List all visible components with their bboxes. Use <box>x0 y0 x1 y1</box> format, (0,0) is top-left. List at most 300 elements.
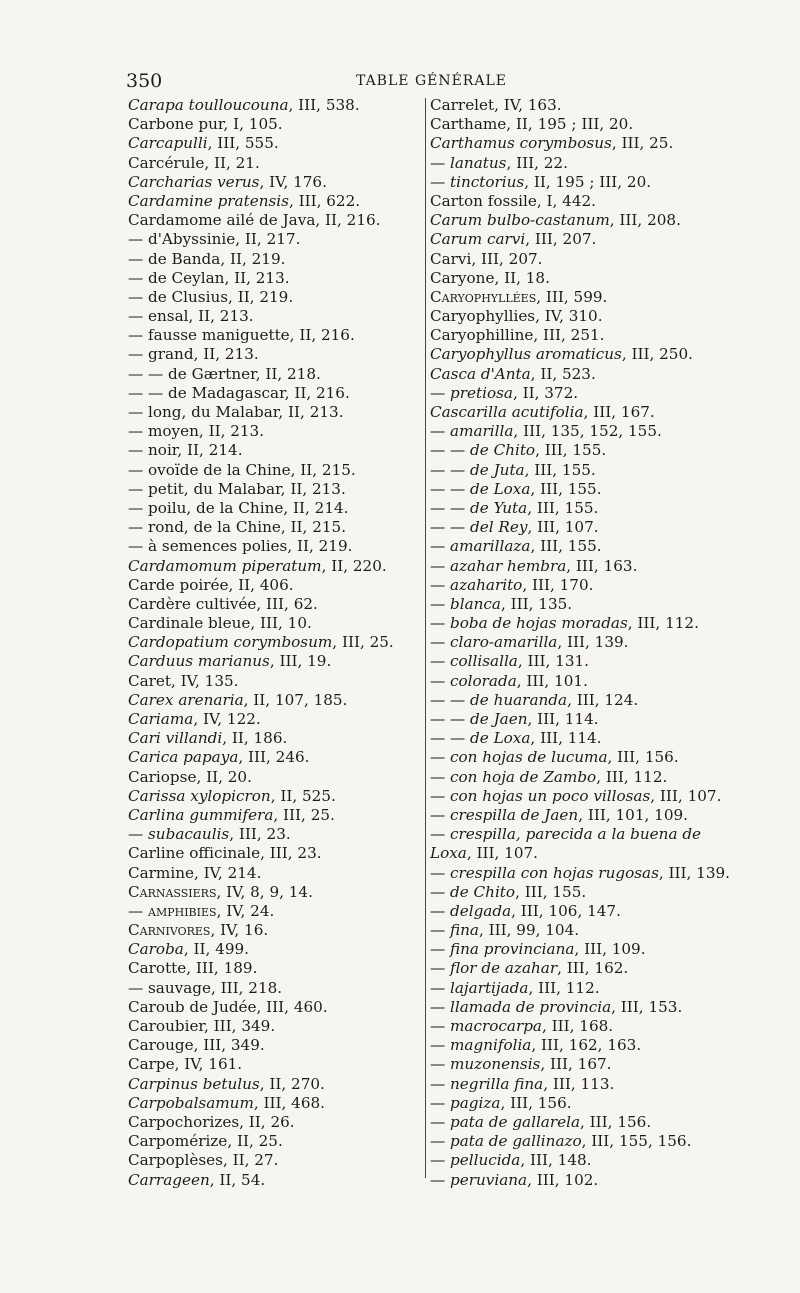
index-entry <box>128 1017 413 1036</box>
index-entry <box>128 1055 413 1074</box>
entry-name: — amarilla <box>430 422 514 441</box>
entry-name: — pellucida <box>430 1151 521 1170</box>
entry-reference: , II, 214. <box>177 441 243 460</box>
entry-name: — grand <box>128 345 194 364</box>
entry-name: — delgada <box>430 901 512 920</box>
entry-name: Carica papaya <box>128 748 239 767</box>
entry-reference: , II, 21. <box>204 153 260 172</box>
entry-reference: , II, 54. <box>209 1170 266 1189</box>
index-entry <box>128 1075 413 1094</box>
index-entry <box>430 902 730 921</box>
entry-reference: , III, 156. <box>500 1093 572 1112</box>
index-entry <box>128 307 413 326</box>
entry-reference: , III, 109. <box>574 940 646 959</box>
entry-reference: , II, 216. <box>315 211 381 230</box>
entry-reference: , II, 213. <box>224 268 290 287</box>
entry-reference: , III, 156. <box>607 748 679 767</box>
entry-reference: , II, 186. <box>222 729 288 748</box>
entry-name: — amphibies <box>128 901 217 920</box>
index-entry <box>430 748 730 767</box>
index-entry <box>128 499 413 518</box>
entry-name: Carouge <box>128 1036 194 1055</box>
entry-name: — claro-amarilla <box>430 633 558 652</box>
entry-reference: , II, 107, 185. <box>243 690 348 709</box>
entry-reference: , III, 155. <box>535 441 607 460</box>
index-entry <box>128 940 413 959</box>
entry-name: Carduus marianus <box>128 652 270 671</box>
index-entry <box>128 154 413 173</box>
entry-name: Carpomérize <box>128 1132 228 1151</box>
entry-name: Carum bulbo-castanum <box>430 211 610 230</box>
entry-name: Carton fossile <box>430 191 537 210</box>
index-entry <box>128 729 413 748</box>
entry-name: — — de Yuta <box>430 498 528 517</box>
entry-name: — long, du Malabar <box>128 403 279 421</box>
index-entry <box>430 326 730 345</box>
index-entry <box>430 230 730 249</box>
index-entry <box>430 1075 730 1094</box>
index-entry <box>128 864 413 883</box>
entry-name: Carpobalsamum <box>128 1093 254 1112</box>
entry-reference: , IV, 24. <box>216 901 275 920</box>
entry-name: Carcérule <box>128 153 205 172</box>
entry-name: — — de huaranda <box>430 690 568 709</box>
entry-name: Caroub de Judée <box>128 997 257 1016</box>
entry-name: Carde poirée <box>128 575 229 594</box>
entry-name: Carmine <box>128 863 194 882</box>
running-title: TABLE GÉNÉRALE <box>356 73 507 89</box>
index-entry <box>128 748 413 767</box>
index-entry <box>430 211 730 230</box>
index-entry <box>430 422 730 441</box>
entry-name: — macrocarpa <box>430 1017 542 1036</box>
entry-name: Caryophyllies <box>430 307 536 326</box>
entry-reference: , II, 27. <box>222 1151 279 1170</box>
index-entry <box>430 557 730 576</box>
index-entry <box>430 921 730 940</box>
entry-name: — negrilla fina <box>430 1074 544 1093</box>
entry-reference: , III, 155. <box>530 537 602 556</box>
entry-reference: , II, 215. <box>280 518 347 537</box>
entry-name: — fina <box>430 921 479 940</box>
entry-reference: , III, 155. <box>527 498 599 517</box>
entry-reference: , II, 213. <box>198 422 265 441</box>
index-entry <box>128 979 413 998</box>
index-entry <box>430 940 730 959</box>
index-entry <box>128 998 413 1017</box>
entry-reference: , II, 219. <box>220 249 286 268</box>
entry-name: Carrageen <box>128 1170 210 1189</box>
entry-name: — — de Juta <box>430 460 525 479</box>
index-entry <box>128 518 413 537</box>
entry-reference: , II, 219. <box>228 287 294 306</box>
entry-reference: , III, 107. <box>466 844 538 863</box>
entry-name: Cardinale bleue <box>128 614 251 633</box>
entry-name: Carnassiers <box>128 882 217 901</box>
index-entry <box>128 96 413 115</box>
entry-reference: , III, 555. <box>207 134 279 153</box>
entry-reference: , II, 270. <box>259 1074 325 1093</box>
entry-reference: , IV, 16. <box>210 921 269 940</box>
entry-reference: , III, 622. <box>288 191 361 210</box>
entry-reference: , III, 599. <box>536 287 608 306</box>
index-entry <box>430 787 730 806</box>
entry-reference: , II, 218. <box>255 364 321 383</box>
entry-name: — de Clusius <box>128 287 229 306</box>
entry-reference: , III, 23. <box>229 825 291 844</box>
entry-reference: , III, 139. <box>658 863 730 882</box>
index-entry <box>128 1171 413 1190</box>
entry-reference: , II, 195 ; III, 20. <box>524 172 652 191</box>
index-entry <box>128 230 413 249</box>
entry-name: — boba de hojas moradas <box>430 614 628 633</box>
entry-reference: , III, 102. <box>527 1170 599 1189</box>
index-entry <box>430 825 730 863</box>
entry-reference: , III, 468. <box>253 1093 325 1112</box>
entry-name: — — de Chito <box>430 441 536 460</box>
entry-reference: , II, 213. <box>193 345 259 364</box>
entry-reference: , II, 499. <box>183 940 249 959</box>
entry-reference: , II, 523. <box>530 364 596 383</box>
entry-reference: , III, 106, 147. <box>511 901 621 920</box>
index-entry <box>430 403 730 422</box>
index-entry <box>128 173 413 192</box>
entry-name: — magnifolia <box>430 1036 532 1055</box>
entry-name: — sauvage <box>128 978 211 997</box>
index-entry <box>430 998 730 1017</box>
entry-reference: , III, 168. <box>541 1017 614 1036</box>
index-column-left <box>128 96 413 1190</box>
index-entry <box>128 1132 413 1151</box>
entry-reference: , III, 167. <box>540 1055 612 1074</box>
entry-name: — — de Loxa <box>430 729 531 748</box>
index-entry <box>430 883 730 902</box>
index-entry <box>128 672 413 691</box>
index-entry <box>128 441 413 460</box>
entry-reference: , III, 250. <box>621 345 693 364</box>
entry-name: Carbone pur <box>128 115 224 134</box>
entry-reference: , II, 25. <box>227 1132 283 1151</box>
entry-reference: , III, 349. <box>204 1017 276 1035</box>
index-entry <box>128 768 413 787</box>
entry-name: Carcharias verus <box>128 172 260 191</box>
index-entry <box>128 806 413 825</box>
index-entry <box>430 307 730 326</box>
entry-reference: , IV, 122. <box>193 710 261 728</box>
index-entry <box>430 595 730 614</box>
entry-reference: , II, 216. <box>289 326 355 345</box>
entry-name: — — de Madagascar <box>128 383 285 402</box>
entry-name: Cari villandi <box>128 729 223 748</box>
entry-name: — — de Jaen <box>430 710 528 728</box>
entry-reference: , III, 207. <box>525 230 597 249</box>
entry-name: — con hojas un poco villosas <box>430 786 651 805</box>
entry-reference: , III, 155. <box>515 882 587 901</box>
page-header <box>126 70 726 94</box>
entry-reference: , III, 113. <box>543 1074 615 1093</box>
entry-name: — azahar hembra <box>430 556 567 575</box>
entry-name: Carpe <box>128 1055 175 1074</box>
entry-reference: , III, 112. <box>627 614 699 633</box>
entry-name: — flor de azahar <box>430 959 558 978</box>
entry-reference: , III, 25. <box>332 633 394 652</box>
entry-reference: , III, 148. <box>520 1151 592 1170</box>
index-entry <box>128 1113 413 1132</box>
index-entry <box>430 672 730 691</box>
entry-reference: , III, 107. <box>527 518 599 537</box>
entry-reference: , III, 112. <box>596 767 668 786</box>
entry-reference: , III, 25. <box>611 134 674 153</box>
index-entry <box>128 691 413 710</box>
index-entry <box>128 537 413 556</box>
entry-reference: , III, 167. <box>583 403 655 421</box>
entry-reference: , III, 10. <box>250 614 312 633</box>
index-entry <box>430 269 730 288</box>
index-entry <box>430 652 730 671</box>
index-entry <box>430 537 730 556</box>
entry-reference: , II, 372. <box>512 383 579 402</box>
index-entry <box>128 1151 413 1170</box>
index-entry <box>128 844 413 863</box>
entry-name: — collisalla <box>430 652 518 671</box>
entry-reference: , II, 220. <box>321 556 387 575</box>
entry-reference: , III, 99, 104. <box>478 921 580 940</box>
entry-reference: , II, 217. <box>235 230 301 249</box>
entry-reference: , IV, 310. <box>535 307 603 326</box>
index-entry <box>430 384 730 403</box>
entry-name: Carpochorizes <box>128 1112 240 1131</box>
index-entry <box>430 115 730 134</box>
index-entry <box>128 633 413 652</box>
entry-name: — pretiosa <box>430 383 513 402</box>
entry-name: Cardopatium corymbosum <box>128 633 333 652</box>
column-divider <box>425 98 426 1178</box>
entry-name: Cascarilla acutifolia <box>430 403 584 421</box>
index-entry <box>430 614 730 633</box>
index-entry <box>430 499 730 518</box>
index-entry <box>430 1055 730 1074</box>
entry-reference: , III, 162. <box>557 959 629 978</box>
entry-name: Casca d'Anta <box>430 364 531 383</box>
entry-name: Carapa toulloucouna <box>128 96 289 114</box>
index-entry <box>430 806 730 825</box>
index-entry <box>430 1151 730 1170</box>
entry-name: — colorada <box>430 671 517 690</box>
index-entry <box>128 422 413 441</box>
index-entry <box>128 921 413 940</box>
entry-reference: , II, 20. <box>196 767 252 786</box>
entry-reference: , III, 139. <box>557 633 629 652</box>
index-entry <box>430 154 730 173</box>
index-entry <box>430 729 730 748</box>
index-entry <box>430 134 730 153</box>
entry-name: Carrelet <box>430 96 495 114</box>
entry-name: Cardamine pratensis <box>128 191 289 210</box>
entry-name: — crespilla de Jaen <box>430 805 579 824</box>
index-entry <box>430 633 730 652</box>
index-entry <box>128 652 413 671</box>
index-entry <box>128 825 413 844</box>
entry-reference: , III, 155, 156. <box>581 1132 692 1151</box>
entry-name: Carthame <box>430 115 507 134</box>
entry-name: Carex arenaria <box>128 690 244 709</box>
entry-reference: , II, 525. <box>270 786 336 805</box>
index-entry <box>128 288 413 307</box>
page-number: 350 <box>126 70 163 92</box>
entry-name: — de Banda <box>128 249 221 268</box>
entry-reference: , III, 135. <box>501 594 573 613</box>
index-entry <box>430 1036 730 1055</box>
entry-reference: , III, 156. <box>580 1112 652 1131</box>
index-entry <box>128 250 413 269</box>
entry-reference: , III, 163. <box>566 556 638 575</box>
entry-name: Caryophilline <box>430 326 534 345</box>
entry-name: Carvi <box>430 249 472 268</box>
index-entry <box>430 576 730 595</box>
entry-reference: , III, 112. <box>528 978 600 997</box>
index-entry <box>430 345 730 364</box>
index-entry <box>430 864 730 883</box>
index-entry <box>430 1113 730 1132</box>
entry-reference: , III, 153. <box>611 997 683 1016</box>
index-entry <box>128 384 413 403</box>
entry-reference: , II, 219. <box>287 537 353 556</box>
entry-reference: , III, 349. <box>193 1036 265 1055</box>
index-entry <box>128 614 413 633</box>
entry-reference: , IV, 176. <box>259 172 327 191</box>
entry-name: Cardamome ailé de Java <box>128 211 316 230</box>
entry-reference: , II, 195 ; III, 20. <box>506 115 634 134</box>
entry-reference: , III, 155. <box>530 479 602 498</box>
entry-name: — à semences polies <box>128 537 288 556</box>
index-entry <box>128 115 413 134</box>
index-entry <box>128 211 413 230</box>
index-entry <box>430 1132 730 1151</box>
entry-reference: , III, 124. <box>567 690 639 709</box>
entry-name: Carpoplèses <box>128 1151 223 1170</box>
entry-reference: , II, 215. <box>290 460 356 479</box>
entry-reference: , II, 216. <box>284 383 350 402</box>
entry-name: Cardère cultivée <box>128 594 257 613</box>
index-entry <box>128 365 413 384</box>
index-entry <box>128 902 413 921</box>
entry-reference: , IV, 135. <box>171 671 239 690</box>
index-entry <box>430 768 730 787</box>
index-entry <box>128 480 413 499</box>
entry-reference: , IV, 214. <box>193 863 262 882</box>
entry-name: — subacaulis <box>128 825 230 844</box>
entry-name: Carline officinale <box>128 844 261 863</box>
entry-name: Carotte <box>128 959 187 978</box>
entry-name: — pagiza <box>430 1093 501 1112</box>
entry-name: Carlina gummifera <box>128 805 274 824</box>
entry-name: — lajartijada <box>430 978 529 997</box>
entry-reference: , III, 114. <box>530 729 602 748</box>
entry-name: — blanca <box>430 594 501 613</box>
entry-name: — lanatus <box>430 153 507 172</box>
entry-name: Cardamomum piperatum <box>128 556 322 575</box>
entry-name: Cariama <box>128 710 194 728</box>
entry-reference: , III, 208. <box>609 211 681 230</box>
index-entry <box>430 691 730 710</box>
entry-reference: , III, 170. <box>522 575 594 594</box>
entry-reference: , III, 155. <box>524 460 596 479</box>
index-entry <box>430 518 730 537</box>
entry-reference: , III, 23. <box>260 844 322 863</box>
entry-reference: , III, 131. <box>517 652 589 671</box>
entry-name: — petit, du Malabar <box>128 479 281 498</box>
entry-name: Carcapulli <box>128 134 208 153</box>
index-entry <box>430 959 730 978</box>
entry-name: — crespilla, parecida a la buena de Loxa <box>430 825 702 863</box>
entry-name: — amarillaza <box>430 537 531 556</box>
entry-reference: , III, 25. <box>273 805 335 824</box>
entry-name: — crespilla con hojas rugosas <box>430 863 659 882</box>
index-entry <box>128 134 413 153</box>
entry-name: — muzonensis <box>430 1055 541 1074</box>
index-entry <box>430 1094 730 1113</box>
entry-name: Caroubier <box>128 1017 205 1035</box>
entry-reference: , II, 213. <box>188 307 254 326</box>
entry-reference: , III, 101, 109. <box>578 805 688 824</box>
index-entry <box>128 345 413 364</box>
entry-reference: , III, 162, 163. <box>531 1036 642 1055</box>
index-entry <box>430 441 730 460</box>
index-entry <box>128 1036 413 1055</box>
entry-name: Caryophyllus aromaticus <box>430 345 622 364</box>
index-entry <box>128 192 413 211</box>
entry-name: Caryophyllées <box>430 287 537 306</box>
index-entry <box>430 365 730 384</box>
entry-reference: , III, 114. <box>527 710 599 728</box>
index-entry <box>128 461 413 480</box>
index-entry <box>128 710 413 729</box>
entry-name: — rond, de la Chine <box>128 518 281 537</box>
index-entry <box>430 173 730 192</box>
entry-name: — pata de gallarela <box>430 1112 581 1131</box>
entry-reference: , III, 218. <box>211 978 283 997</box>
entry-reference: , III, 207. <box>471 249 543 268</box>
entry-reference: , IV, 163. <box>494 96 562 114</box>
entry-name: — noir <box>128 441 178 460</box>
entry-reference: , II, 26. <box>239 1112 295 1131</box>
entry-name: — pata de gallinazo <box>430 1132 582 1151</box>
index-entry <box>430 250 730 269</box>
entry-name: — peruviana <box>430 1170 528 1189</box>
entry-name: Carissa xylopicron <box>128 786 271 805</box>
entry-reference: , II, 18. <box>494 268 550 287</box>
entry-reference: , II, 214. <box>283 498 349 517</box>
entry-name: — — de Loxa <box>430 479 531 498</box>
entry-reference: , III, 135, 152, 155. <box>513 422 662 441</box>
entry-reference: , I, 442. <box>536 191 596 210</box>
index-entry <box>128 883 413 902</box>
entry-name: — fina provinciana <box>430 940 575 959</box>
entry-reference: , III, 22. <box>506 153 568 172</box>
entry-name: — con hoja de Zambo <box>430 767 597 786</box>
index-entry <box>430 1171 730 1190</box>
index-entry <box>430 192 730 211</box>
entry-name: — con hojas de lucuma <box>430 748 608 767</box>
entry-name: — azaharito <box>430 575 523 594</box>
entry-name: — d'Abyssinie <box>128 230 236 249</box>
index-entry <box>128 326 413 345</box>
entry-reference: , III, 246. <box>238 748 310 767</box>
entry-name: — — de Gærtner <box>128 364 256 383</box>
index-entry <box>128 1094 413 1113</box>
entry-reference: , IV, 8, 9, 14. <box>216 882 313 901</box>
index-entry <box>430 480 730 499</box>
